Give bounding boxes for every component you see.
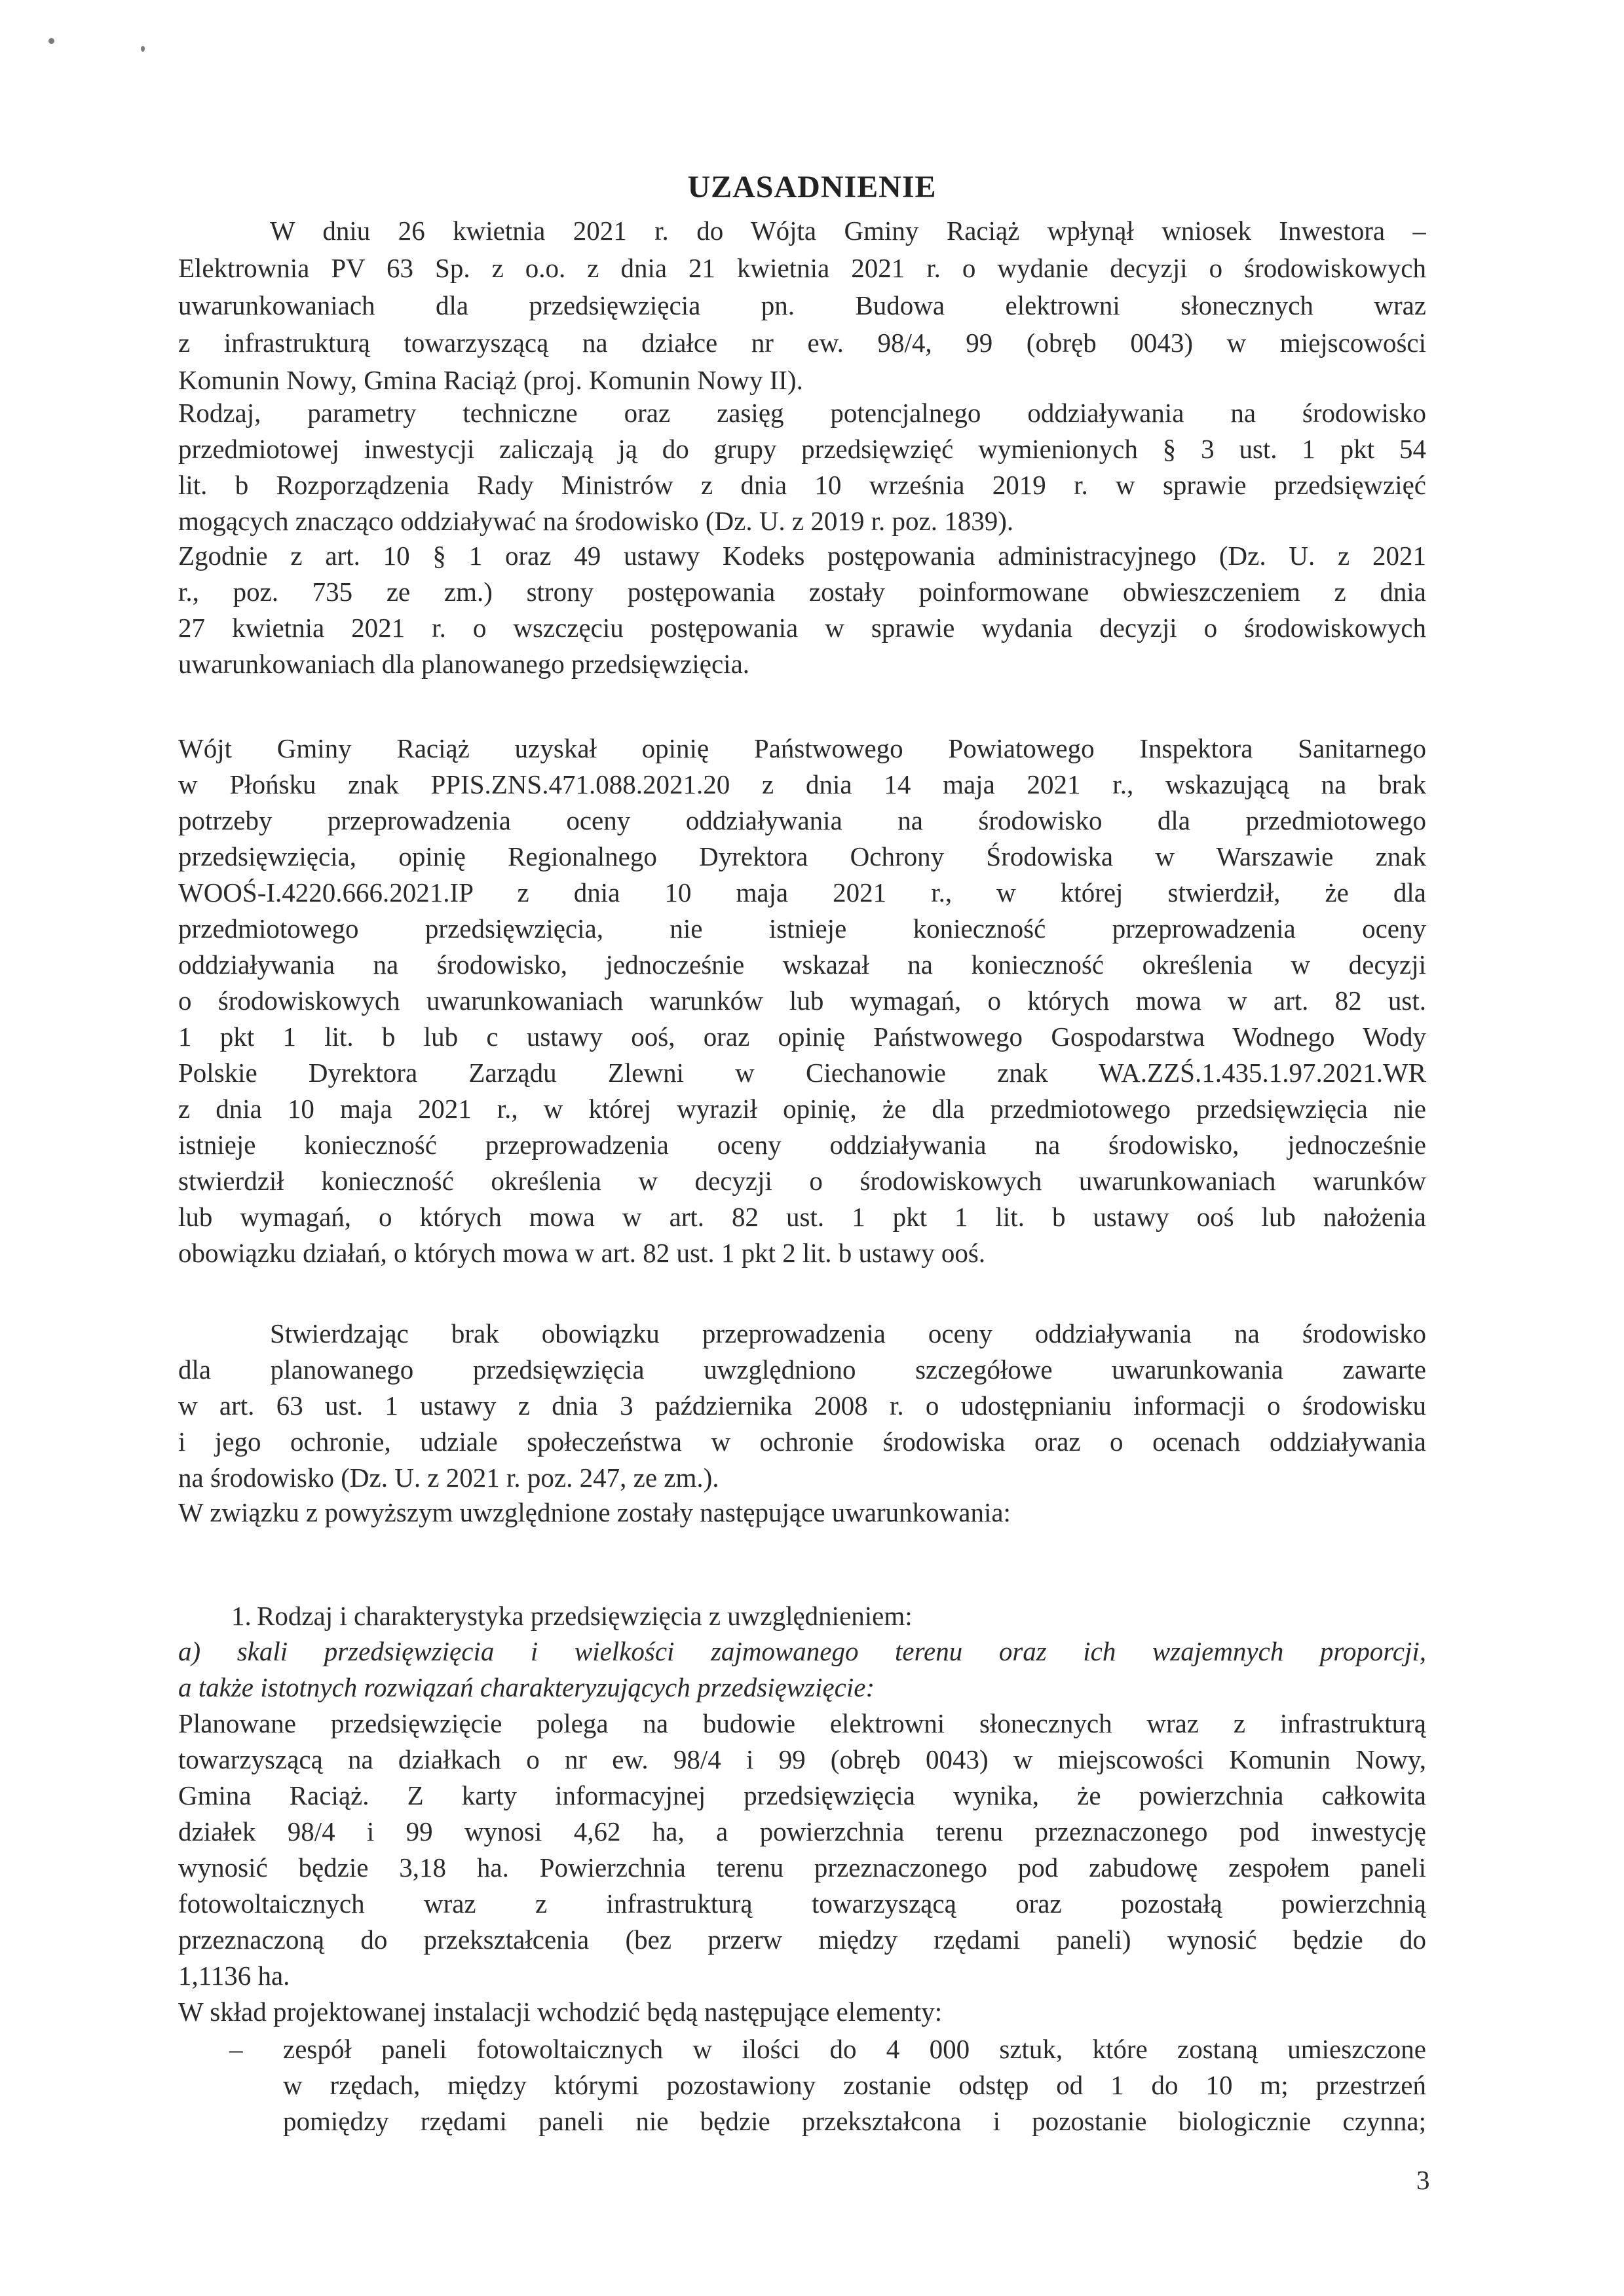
document-title: UZASADNIENIE (687, 170, 937, 204)
text-line: przedmiotowej inwestycji zaliczają ją do grupy przedsięwzięć wymienionych § 3 ust. 1 pkt 54 (178, 434, 1426, 464)
text-line: 27 kwietnia 2021 r. o wszczęciu postępowania w sprawie wydania decyzji o środowiskowych (178, 613, 1426, 643)
text-line: na środowisko (Dz. U. z 2021 r. poz. 247, ze zm.). (178, 1463, 719, 1493)
text-line: mogących znacząco oddziaływać na środowisko (Dz. U. z 2019 r. poz. 1839). (178, 506, 1014, 536)
text-line: Gmina Raciąż. Z karty informacyjnej przedsięwzięcia wynika, że powierzchnia całkowita (178, 1780, 1426, 1810)
bullet-dash: – (229, 2034, 243, 2064)
text-line: Planowane przedsięwzięcie polega na budowie elektrowni słonecznych wraz z infrastrukturą (178, 1708, 1426, 1738)
text-line: potrzeby przeprowadzenia oceny oddziaływania na środowisko dla przedmiotowego (178, 805, 1426, 835)
text-line: Wójt Gminy Raciąż uzyskał opinię Państwowego Powiatowego Inspektora Sanitarnego (178, 733, 1426, 763)
text-line-italic: a) skali przedsięwzięcia i wielkości zajmowanego terenu oraz ich wzajemnych proporcji, (178, 1636, 1426, 1666)
scan-artifact (141, 46, 145, 52)
text-line: lub wymagań, o których mowa w art. 82 ust. 1 pkt 1 lit. b ustawy ooś lub nałożenia (178, 1202, 1426, 1232)
text-line: przedmiotowego przedsięwzięcia, nie istnieje konieczność przeprowadzenia oceny (178, 913, 1426, 944)
text-line: r., poz. 735 ze zm.) strony postępowania zostały poinformowane obwieszczeniem z dnia (178, 577, 1426, 607)
page-number: 3 (1416, 2165, 1430, 2195)
text-line: WOOŚ-I.4220.666.2021.IP z dnia 10 maja 2021 r., w której stwierdził, że dla (178, 877, 1426, 908)
text-line: uwarunkowaniach dla planowanego przedsięwzięcia. (178, 649, 750, 679)
text-line: Polskie Dyrektora Zarządu Zlewni w Ciechanowie znak WA.ZZŚ.1.435.1.97.2021.WR (178, 1058, 1426, 1088)
text-line: W skład projektowanej instalacji wchodzić będą następujące elementy: (178, 1997, 943, 2027)
text-line: fotowoltaicznych wraz z infrastrukturą towarzyszącą oraz pozostałą powierzchnią (178, 1888, 1426, 1919)
text-line: towarzyszącą na działkach o nr ew. 98/4 i 99 (obręb 0043) w miejscowości Komunin Nowy, (178, 1744, 1426, 1774)
text-line: działek 98/4 i 99 wynosi 4,62 ha, a powierzchnia terenu przeznaczonego pod inwestycję (178, 1816, 1426, 1846)
text-line: z infrastrukturą towarzyszącą na działce nr ew. 98/4, 99 (obręb 0043) w miejscowości (178, 328, 1426, 358)
text-line-italic: a także istotnych rozwiązań charakteryzujących przedsięwzięcie: (178, 1672, 875, 1702)
list-number: 1. (231, 1601, 252, 1631)
text-line: o środowiskowych uwarunkowaniach warunków lub wymagań, o których mowa w art. 82 ust. (178, 985, 1426, 1016)
text-line: w Płońsku znak PPIS.ZNS.471.088.2021.20 z dnia 14 maja 2021 r., wskazującą na brak (178, 769, 1426, 799)
text-line: przeznaczoną do przekształcenia (bez przerw między rzędami paneli) wynosić będzie do (178, 1924, 1426, 1955)
scan-artifact (48, 38, 54, 44)
text-line: i jego ochronie, udziale społeczeństwa w ochronie środowiska oraz o ocenach oddziaływania (178, 1426, 1426, 1457)
text-line: Rodzaj, parametry techniczne oraz zasięg potencjalnego oddziaływania na środowisko (178, 398, 1426, 428)
list-item-line: w rzędach, między którymi pozostawiony zostanie odstęp od 1 do 10 m; przestrzeń (283, 2070, 1426, 2100)
list-item-line: pomiędzy rzędami paneli nie będzie przekształcona i pozostanie biologicznie czynna; (283, 2106, 1426, 2136)
text-line: Stwierdzając brak obowiązku przeprowadzenia oceny oddziaływania na środowisko (270, 1318, 1426, 1349)
text-line: Komunin Nowy, Gmina Raciąż (proj. Komunin Nowy II). (178, 365, 803, 395)
text-line: w art. 63 ust. 1 ustawy z dnia 3 października 2008 r. o udostępnianiu informacji o środowisku (178, 1390, 1426, 1421)
text-line: przedsięwzięcia, opinię Regionalnego Dyrektora Ochrony Środowiska w Warszawie znak (178, 841, 1426, 871)
text-line: uwarunkowaniach dla przedsięwzięcia pn. Budowa elektrowni słonecznych wraz (178, 290, 1426, 320)
text-line: oddziaływania na środowisko, jednocześnie wskazał na konieczność określenia w decyzji (178, 949, 1426, 980)
text-line: lit. b Rozporządzenia Rady Ministrów z dnia 10 września 2019 r. w sprawie przedsięwzięć (178, 470, 1426, 500)
list-item-line: zespół paneli fotowoltaicznych w ilości do 4 000 sztuk, które zostaną umieszczone (283, 2034, 1426, 2064)
text-line: istnieje konieczność przeprowadzenia oceny oddziaływania na środowisko, jednocześnie (178, 1130, 1426, 1160)
text-line: W dniu 26 kwietnia 2021 r. do Wójta Gminy Raciąż wpłynął wniosek Inwestora – (270, 216, 1426, 246)
text-line: 1,1136 ha. (178, 1961, 290, 1991)
text-line: dla planowanego przedsięwzięcia uwzględniono szczegółowe uwarunkowania zawarte (178, 1354, 1426, 1385)
text-line: obowiązku działań, o których mowa w art. 82 ust. 1 pkt 2 lit. b ustawy ooś. (178, 1238, 986, 1268)
text-line: stwierdził konieczność określenia w decyzji o środowiskowych uwarunkowaniach warunków (178, 1166, 1426, 1196)
text-line: W związku z powyższym uwzględnione zostały następujące uwarunkowania: (178, 1497, 1011, 1527)
list-item-heading: Rodzaj i charakterystyka przedsięwzięcia z uwzględnieniem: (257, 1601, 913, 1631)
text-line: z dnia 10 maja 2021 r., w której wyraził opinię, że dla przedmiotowego przedsięwzięcia nie (178, 1094, 1426, 1124)
text-line: Elektrownia PV 63 Sp. z o.o. z dnia 21 kwietnia 2021 r. o wydanie decyzji o środowiskowych (178, 253, 1426, 283)
text-line: 1 pkt 1 lit. b lub c ustawy ooś, oraz opinię Państwowego Gospodarstwa Wodnego Wody (178, 1022, 1426, 1052)
text-line: Zgodnie z art. 10 § 1 oraz 49 ustawy Kodeks postępowania administracyjnego (Dz. U. z 2021 (178, 541, 1426, 571)
text-line: wynosić będzie 3,18 ha. Powierzchnia terenu przeznaczonego pod zabudowę zespołem paneli (178, 1852, 1426, 1883)
